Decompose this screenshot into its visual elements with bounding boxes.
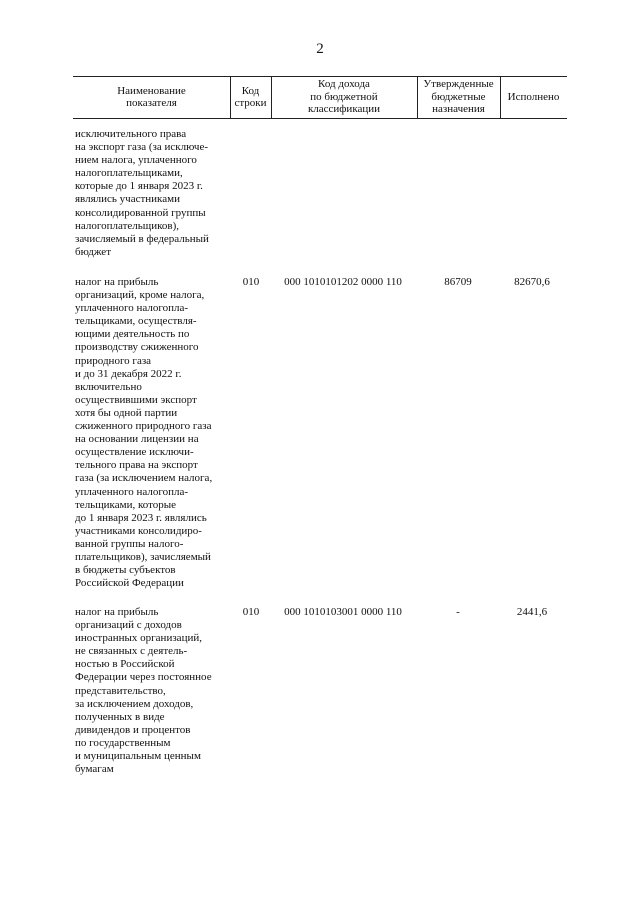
header-cell-code: Код строки [234,84,267,109]
row-plan: 86709 [444,276,472,288]
row-plan: - [456,606,460,618]
row-kbk: 000 1010103001 0000 110 [284,606,402,618]
page-number: 2 [316,41,324,57]
row-name: налог на прибыль организаций с доходов иностранных организаций, не связанных с деятель- ностью в Российской Федерации через постоянное представительство, за исключением доходов, полученных в виде дивидендов и процентов по государственным и муниципальным ценным бумагам [75,606,212,776]
header-cell-name: Наименование показателя [117,84,186,109]
row-code: 010 [242,606,260,618]
header-cell-kbk: Код дохода по бюджетной классификации [307,78,381,116]
header-bottom-rule [73,118,567,119]
row-name: налог на прибыль организаций, кроме налога, уплаченного налогопла- тельщиками, осуществля- ющими деятельность по производству сжиженного природного газа и до 31 декабря 2022 г. включительно осуществившими экспорт хотя бы одной партии сжиженного природного газа на основании лицензии на осуществление исключи- тельного права на экспорт газа (за исключением налога, уплаченного налогопла- тельщиками, которые до 1 января 2023 г. являлись участниками консолидиро- ванной группы налого- плательщиков), зачисляемый в бюджеты субъектов Российской Федерации [75,276,213,590]
row-kbk: 000 1010101202 0000 110 [284,276,402,288]
header-cell-plan: Утвержденные бюджетные назначения [423,78,494,116]
row-done: 2441,6 [516,606,548,618]
header-cell-done: Исполнено [507,90,560,103]
row-name: исключительного права на экспорт газа (за исключе- нием налога, уплаченного налогоплательщиками, которые до 1 января 2023 г. являлись участниками консолидированной группы налогоплательщиков), зачисляемый в федеральный бюджет [75,128,209,258]
row-done: 82670,6 [514,276,550,288]
row-code: 010 [242,276,260,288]
